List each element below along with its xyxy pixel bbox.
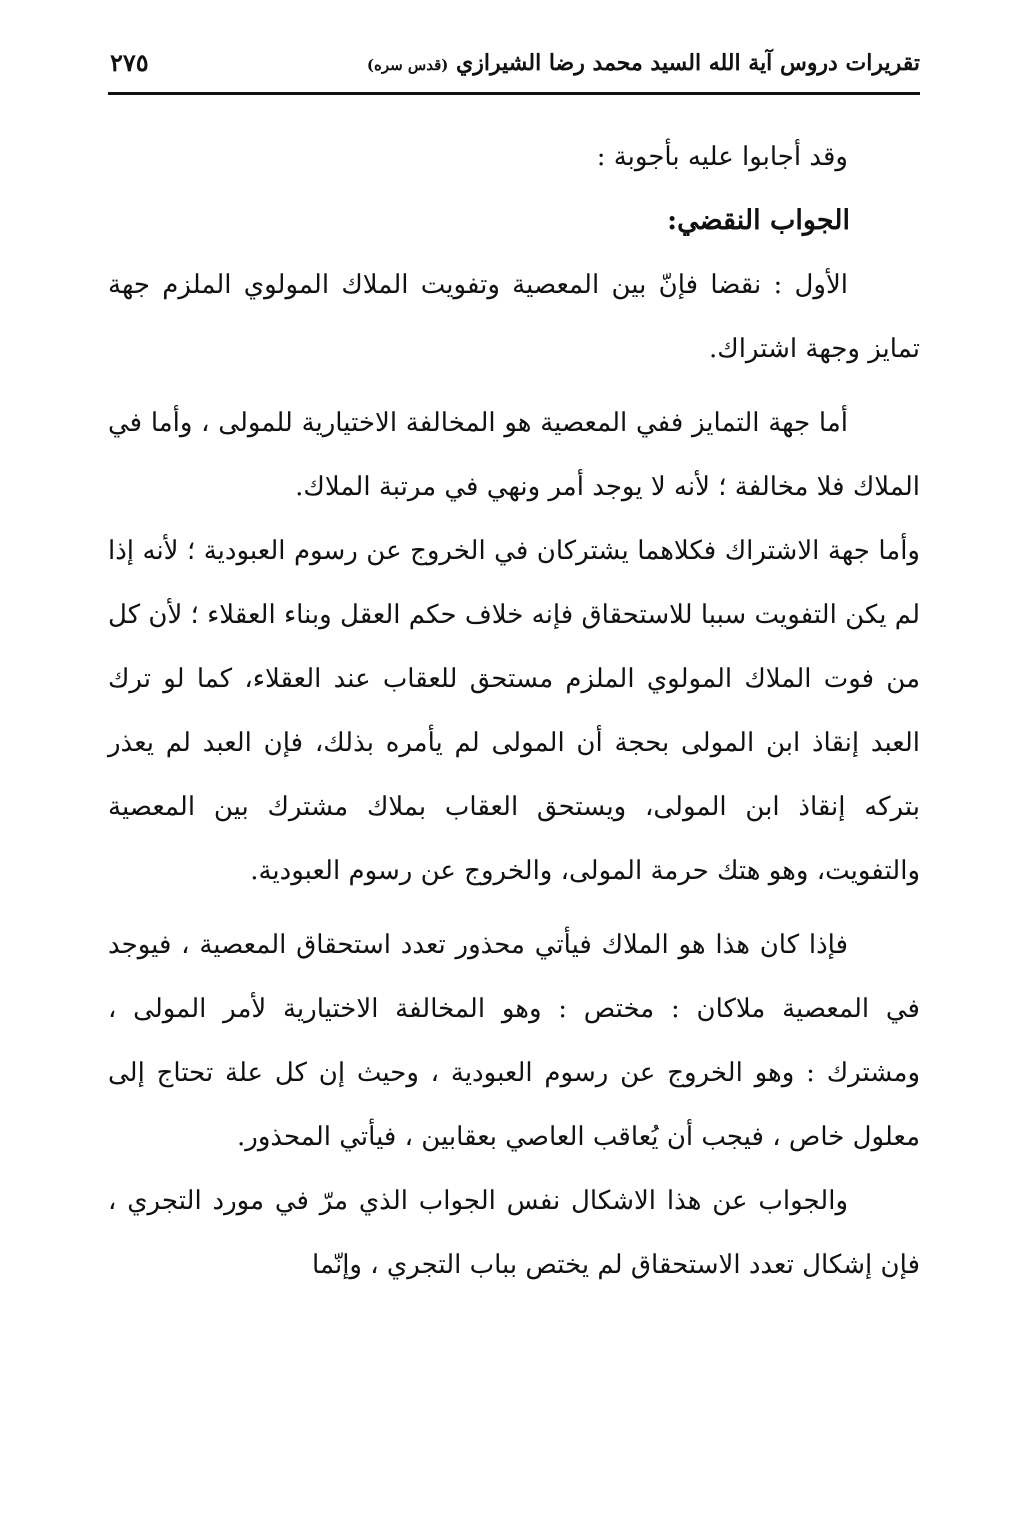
paragraph-consequence: فإذا كان هذا هو الملاك فيأتي محذور تعدد استحقاق المعصية ، فيوجد في المعصية ملاكان : مختص : وهو المخالفة الاختيارية لأمر المولى ، ومشترك : وهو الخروج عن رسوم العبودية ، وحيث إن كل علة تحتاج إلى معلول خاص ، فيجب أن يُعاقب العاصي بعقابين ، فيأتي المحذور. xyxy=(108,930,920,1152)
header-title xyxy=(367,50,920,76)
paragraph-response: والجواب عن هذا الاشكال نفس الجواب الذي مرّ في مورد التجري ، فإن إشكال تعدد الاستحقاق لم يختص بباب التجري ، وإنّما xyxy=(108,1186,920,1280)
intro-paragraph: وقد أجابوا عليه بأجوبة : xyxy=(596,142,848,172)
page-number: ٢٧٥ xyxy=(110,48,149,77)
page-body xyxy=(108,125,920,1297)
paragraph-commonality: وأما جهة الاشتراك فكلاهما يشتركان في الخروج عن رسوم العبودية ؛ لأنه إذا لم يكن التفويت سببا للاستحقاق فإنه خلاف حكم العقل وبناء العقلاء ؛ لأن كل من فوت الملاك المولوي الملزم مستحق للعقاب عند العقلاء، كما لو ترك العبد إنقاذ ابن المولى بحجة أن المولى لم يأمره بذلك، فإن العبد لم يعذر بتركه إنقاذ ابن المولى، ويستحق العقاب بملاك مشترك بين المعصية والتفويت، وهو هتك حرمة المولى، والخروج عن رسوم العبودية. xyxy=(108,536,920,886)
header-title-text: تقريرات دروس آية الله السيد محمد رضا الشيرازي xyxy=(456,50,920,76)
paragraph-first-answer: الأول : نقضا فإنّ بين المعصية وتفويت الملاك المولوي الملزم جهة تمايز وجهة اشتراك. xyxy=(108,270,920,364)
paragraph-distinction: أما جهة التمايز ففي المعصية هو المخالفة الاختيارية للمولى ، وأما في الملاك فلا مخالفة ؛ لأنه لا يوجد أمر ونهي في مرتبة الملاك. xyxy=(108,408,920,502)
section-heading: الجواب النقضي: xyxy=(667,205,850,236)
header-title-suffix: (قدس سره) xyxy=(366,56,449,74)
header-rule xyxy=(108,92,920,95)
running-header xyxy=(108,42,920,88)
